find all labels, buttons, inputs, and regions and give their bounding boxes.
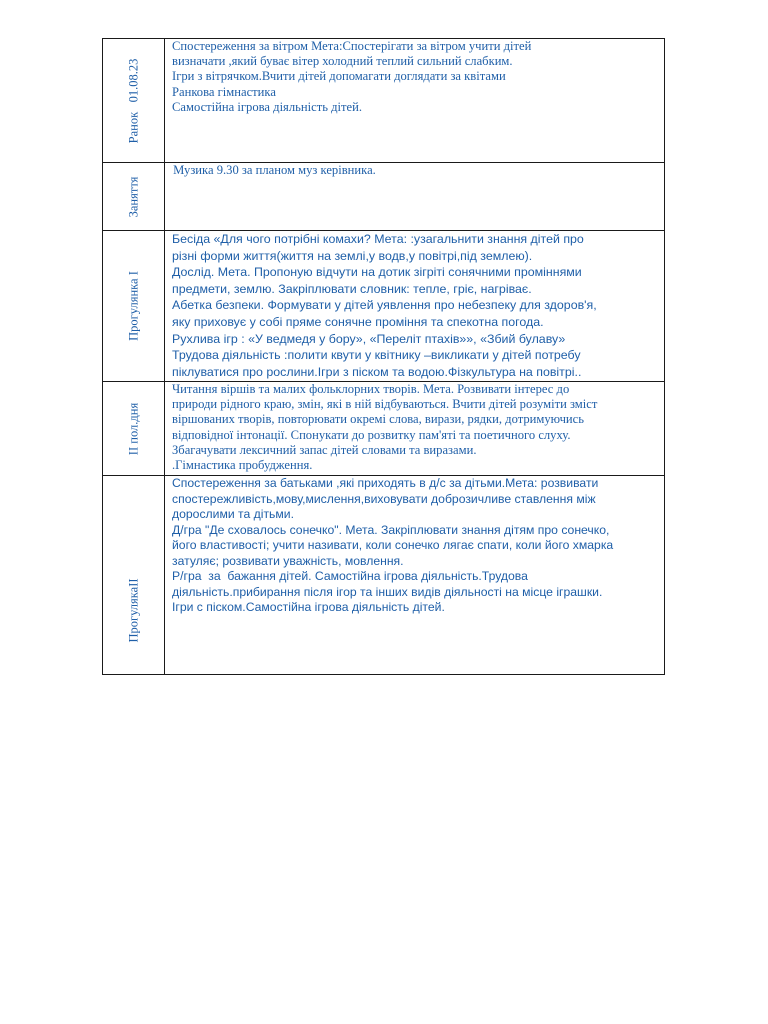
row-content — [165, 476, 665, 675]
row-content — [165, 163, 665, 231]
content-line: віршованих творів, повторювати окремі слова, вирази, рядки, дотримуючись — [172, 412, 585, 427]
table-row — [103, 476, 665, 675]
content-line: предмети, землю. Закріплювати словник: тепле, гріє, нагріває. — [172, 281, 532, 296]
content-line: Ігри з вітрячком.Вчити дітей допомагати доглядати за квітами — [172, 69, 506, 84]
content-line: Дослід. Мета. Пропоную відчути на дотик зігріті сонячними проміннями — [172, 265, 582, 280]
content-line: Абетка безпеки. Формувати у дітей уявлення про небезпеку для здоров'я, — [172, 298, 597, 313]
content-line: природи рідного краю, змін, які в ній відбуваються. Вчити дітей розуміти зміст — [172, 397, 598, 412]
content-line: різні форми життя(життя на землі,у водв,у повітрі,під землею). — [172, 248, 533, 263]
table-row — [103, 163, 665, 231]
content-line: Читання віршів та малих фольклорних творів. Мета. Розвивати інтерес до — [172, 382, 570, 396]
content-line: діяльність.прибирання після ігор та інших видів діяльності на місце іграшки. — [172, 584, 603, 599]
row-label-cell — [103, 231, 165, 382]
daily-plan-table — [102, 38, 665, 675]
content-line: дорослими та дітьми. — [172, 507, 294, 521]
table-row — [103, 231, 665, 382]
content-line: Рухлива ігр : «У ведмедя у бору», «Переліт птахів»», «Збий булаву» — [172, 331, 566, 346]
row-label-cell — [103, 163, 165, 231]
row-content — [165, 231, 665, 382]
row-label: ПрогулякаІІ — [126, 577, 140, 643]
content-line: Спостереження за батьками ,які приходять в д/с за дітьми.Мета: розвивати — [172, 476, 599, 490]
row-label-cell — [103, 476, 165, 675]
content-line: затуляє; розвивати уважність, мовлення. — [172, 553, 404, 568]
row-label-cell — [103, 382, 165, 476]
content-line: Збагачувати лексичний запас дітей словами та виразами. — [172, 442, 477, 457]
content-line: визначати ,який буває вітер холодний теплий сильний слабким. — [172, 54, 513, 69]
content-line: Р/гра за бажання дітей. Самостійна ігрова діяльність.Трудова — [172, 569, 528, 583]
content-line: Бесіда «Для чого потрібні комахи? Мета: :узагальнити знання дітей про — [172, 232, 584, 246]
content-line: Д/гра "Де сховалось сонечко". Мета. Закріплювати знання дітям про сонечко, — [172, 522, 610, 537]
table-row — [103, 39, 665, 163]
content-line: відповідної інтонації. Спонукати до розвитку пам'яті та поетичного слуху. — [172, 427, 571, 442]
table-row — [103, 382, 665, 476]
content-line: яку приховує у собі пряме сонячне проміння та спекотна погода. — [172, 314, 544, 329]
content-line: Самостійна ігрова діяльність дітей. — [172, 99, 362, 114]
content-line: Ігри с піском.Самостійна ігрова діяльність дітей. — [172, 600, 445, 614]
content-line: Трудова діяльність :полити квути у квітнику –викликати у дітей потребу — [172, 348, 581, 363]
row-content — [165, 39, 665, 163]
row-label: Заняття — [126, 176, 140, 217]
row-label: Прогулянка І — [126, 271, 140, 341]
content-line: спостережливість,мову,мислення,виховувати доброзичливе ставлення між — [172, 491, 596, 506]
row-label-cell — [103, 39, 165, 163]
content-line: Музика 9.30 за планом муз керівника. — [170, 163, 376, 177]
content-line: піклуватися про рослини.Ігри з піском та водою.Фізкультура на повітрі.. — [172, 364, 582, 379]
content-line: .Гімнастика пробудження. — [172, 458, 313, 473]
content-line: Спостереження за вітром Мета:Спостерігати за вітром учити дітей — [172, 39, 532, 53]
row-label: Ранок 01.08.23 — [126, 58, 140, 143]
row-label: ІІ пол.дня — [126, 402, 140, 455]
row-content — [165, 382, 665, 476]
content-line: його властивості; учити називати, коли сонечко лягає спати, коли його хмарка — [172, 538, 614, 552]
content-line: Ранкова гімнастика — [172, 84, 276, 99]
